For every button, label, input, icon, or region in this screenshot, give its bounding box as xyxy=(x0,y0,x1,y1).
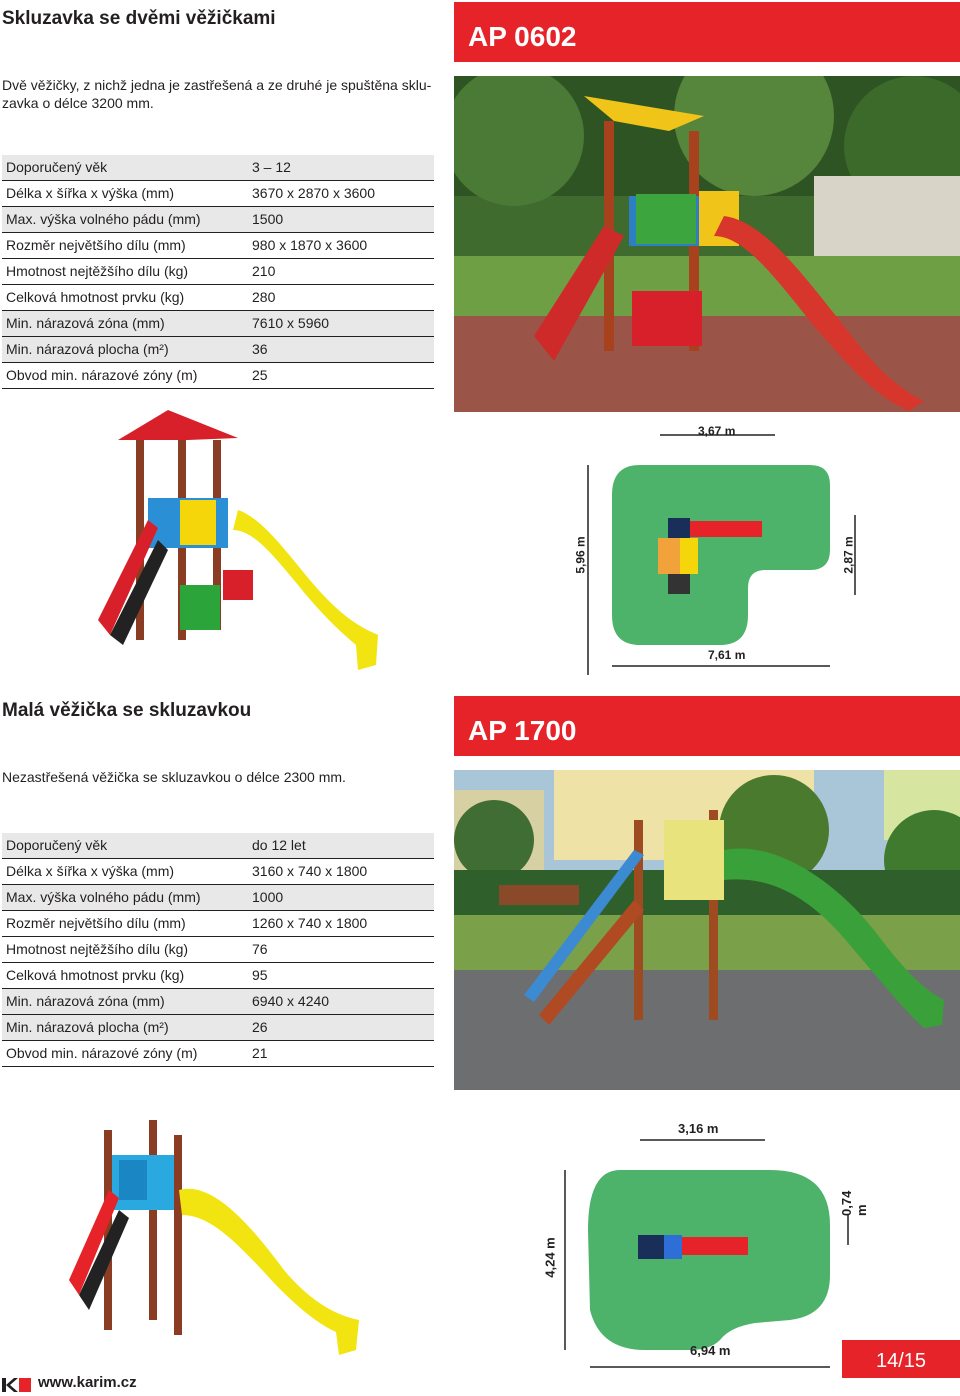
spec-row xyxy=(2,1015,434,1041)
spec-table xyxy=(2,833,434,1067)
spec-value: 280 xyxy=(252,289,276,305)
plan-bottom-dimension: 6,94 m xyxy=(690,1343,731,1358)
spec-value: 1260 x 740 x 1800 xyxy=(252,915,368,931)
spec-label: Délka x šířka x výška (mm) xyxy=(6,185,175,201)
plan-bottom-dimension: 7,61 m xyxy=(708,648,746,662)
product-render xyxy=(88,410,388,675)
spec-row xyxy=(2,363,434,389)
spec-value: 6940 x 4240 xyxy=(252,993,330,1009)
safety-zone-plan xyxy=(540,1115,870,1375)
spec-row xyxy=(2,963,434,989)
plan-top-dimension: 3,16 m xyxy=(678,1121,719,1136)
spec-row xyxy=(2,181,434,207)
product-description: Dvě věžičky, z nichž jedna je zastřešená a ze druhé je spuštěna sklu-zavka o délce 3200 mm. xyxy=(2,77,432,111)
karim-logo xyxy=(2,1376,32,1394)
product-code: AP 1700 xyxy=(468,715,577,746)
spec-value: 980 x 1870 x 3600 xyxy=(252,237,368,253)
spec-label: Min. nárazová plocha (m²) xyxy=(6,341,169,357)
spec-row xyxy=(2,937,434,963)
plan-left-dimension: 4,24 m xyxy=(542,1237,558,1278)
spec-value: 95 xyxy=(252,967,268,983)
spec-row xyxy=(2,311,434,337)
spec-label: Min. nárazová zóna (mm) xyxy=(6,993,165,1009)
spec-value: 7610 x 5960 xyxy=(252,315,330,331)
product-title: Malá věžička se skluzavkou xyxy=(2,700,252,721)
spec-row xyxy=(2,833,434,859)
spec-row xyxy=(2,233,434,259)
product-code-banner xyxy=(454,696,960,756)
spec-value: 3670 x 2870 x 3600 xyxy=(252,185,375,201)
spec-label: Obvod min. nárazové zóny (m) xyxy=(6,1045,198,1061)
spec-label: Max. výška volného pádu (mm) xyxy=(6,889,201,905)
product-code: AP 0602 xyxy=(468,21,577,52)
spec-label: Obvod min. nárazové zóny (m) xyxy=(6,367,198,383)
spec-value: 21 xyxy=(252,1045,268,1061)
product-photo xyxy=(454,770,960,1090)
spec-value: 36 xyxy=(252,341,268,357)
spec-row xyxy=(2,259,434,285)
spec-value: 1500 xyxy=(252,211,284,227)
spec-label: Rozměr největšího dílu (mm) xyxy=(6,915,186,931)
spec-label: Min. nárazová plocha (m²) xyxy=(6,1019,169,1035)
spec-row xyxy=(2,155,434,181)
spec-label: Max. výška volného pádu (mm) xyxy=(6,211,201,227)
spec-value: 210 xyxy=(252,263,276,279)
product-code-banner xyxy=(454,2,960,62)
spec-label: Rozměr největšího dílu (mm) xyxy=(6,237,186,253)
spec-table xyxy=(2,155,434,389)
spec-row xyxy=(2,859,434,885)
spec-row xyxy=(2,1041,434,1067)
spec-value: 26 xyxy=(252,1019,268,1035)
spec-row xyxy=(2,337,434,363)
spec-value: do 12 let xyxy=(252,837,306,853)
spec-label: Doporučený věk xyxy=(6,837,108,853)
spec-label: Celková hmotnost prvku (kg) xyxy=(6,967,185,983)
product-photo xyxy=(454,76,960,412)
spec-value: 76 xyxy=(252,941,268,957)
spec-value: 3160 x 740 x 1800 xyxy=(252,863,368,879)
spec-label: Doporučený věk xyxy=(6,159,108,175)
spec-value: 25 xyxy=(252,367,268,383)
product-title: Skluzavka se dvěmi věžičkami xyxy=(2,8,276,29)
spec-label: Hmotnost nejtěžšího dílu (kg) xyxy=(6,263,189,279)
safety-zone-plan xyxy=(570,420,870,675)
product-description: Nezastřešená věžička se skluzavkou o délce 2300 mm. xyxy=(2,769,346,785)
plan-top-dimension: 3,67 m xyxy=(698,424,736,438)
page-number-badge xyxy=(842,1340,960,1378)
website-link[interactable]: www.karim.cz xyxy=(38,1374,137,1391)
spec-label: Min. nárazová zóna (mm) xyxy=(6,315,165,331)
spec-value: 1000 xyxy=(252,889,284,905)
plan-right-dimension: 2,87 m xyxy=(841,536,856,574)
plan-right-dimension: 0,74 m xyxy=(839,1190,869,1216)
page-number: 14/15 xyxy=(875,1349,927,1372)
spec-row xyxy=(2,885,434,911)
spec-row xyxy=(2,207,434,233)
spec-value: 3 – 12 xyxy=(252,159,291,175)
spec-row xyxy=(2,989,434,1015)
spec-label: Hmotnost nejtěžšího dílu (kg) xyxy=(6,941,189,957)
plan-left-dimension: 5,96 m xyxy=(573,536,588,574)
spec-label: Celková hmotnost prvku (kg) xyxy=(6,289,185,305)
spec-label: Délka x šířka x výška (mm) xyxy=(6,863,175,879)
spec-row xyxy=(2,285,434,311)
spec-row xyxy=(2,911,434,937)
product-render xyxy=(64,1110,374,1365)
